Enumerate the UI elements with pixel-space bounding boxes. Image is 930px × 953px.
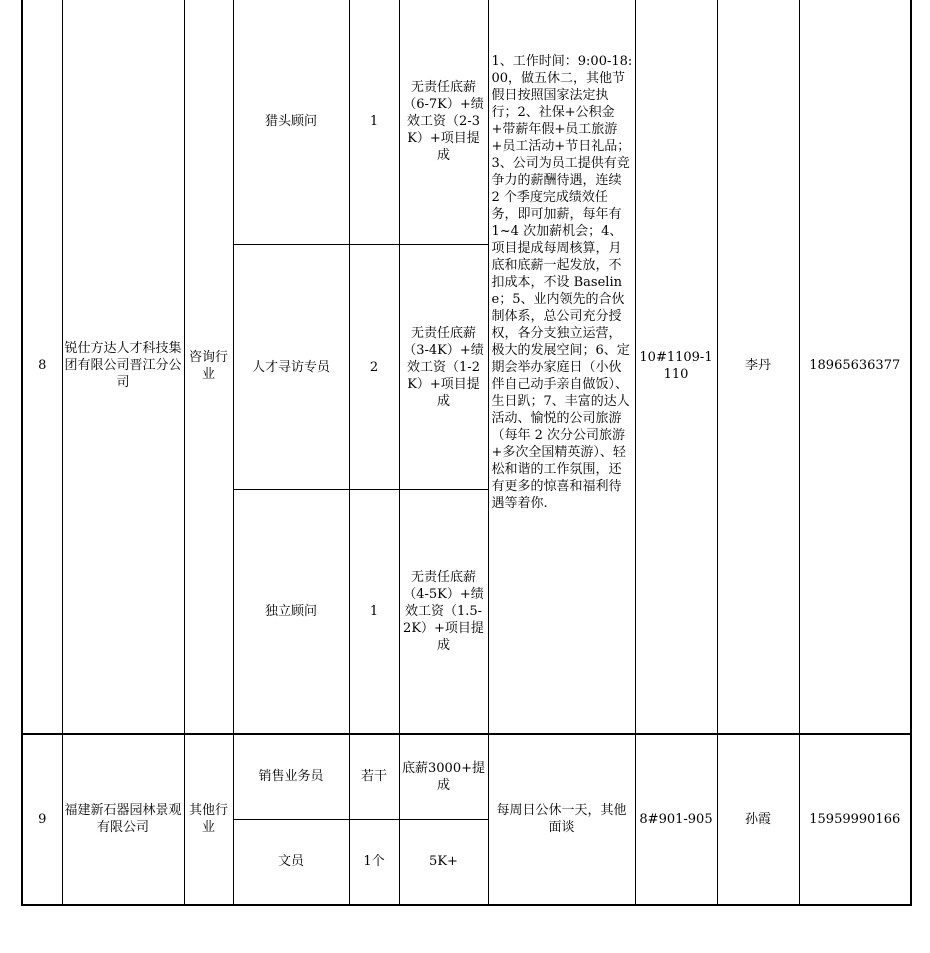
company-benefits: 每周日公休一天，其他面谈	[488, 734, 635, 905]
industry: 咨询行业	[184, 0, 233, 734]
row-number: 8	[22, 0, 62, 734]
position-title: 销售业务员	[233, 734, 349, 820]
position-title: 人才寻访专员	[233, 245, 349, 490]
position-count: 1个	[349, 820, 399, 905]
row-number: 9	[22, 734, 62, 905]
position-title: 独立顾问	[233, 490, 349, 734]
contact-phone: 18965636377	[799, 0, 911, 734]
position-count: 2	[349, 245, 399, 490]
position-salary: 无责任底薪（4-5K）+绩效工资（1.5-2K）+项目提成	[399, 490, 488, 734]
company-name: 锐仕方达人才科技集团有限公司晋江分公司	[62, 0, 184, 734]
industry: 其他行业	[184, 734, 233, 905]
position-salary: 底薪3000+提成	[399, 734, 488, 820]
position-title: 猎头顾问	[233, 0, 349, 245]
company-name: 福建新石器园林景观有限公司	[62, 734, 184, 905]
table-row	[22, 0, 911, 245]
job-listing-table	[21, 0, 912, 906]
booth-number: 8#901-905	[635, 734, 717, 905]
position-salary: 无责任底薪（6-7K）+绩效工资（2-3K）+项目提成	[399, 0, 488, 245]
position-count: 1	[349, 0, 399, 245]
position-count: 1	[349, 490, 399, 734]
position-salary: 无责任底薪（3-4K）+绩效工资（1-2K）+项目提成	[399, 245, 488, 490]
position-title: 文员	[233, 820, 349, 905]
company-benefits: 1、工作时间：9:00-18:00，做五休二，其他节假日按照国家法定执行；2、社保+公积金+带薪年假+员工旅游+员工活动+节日礼品；3、公司为员工提供有竞争力的薪酬待遇，连续 2 个季度完成绩效任务，即可加薪，每年有 1~4 次加薪机会；4、项目提成每周核算，月底和底薪一起发放，不扣成本，不设 Baseline；5、业内领先的合伙制体系，总公司充分授权，各分支独立运营，极大的发展空间；6、定期会举办家庭日（小伙伴自己动手亲自做饭）、生日趴；7、丰富的达人活动、愉悦的公司旅游（每年 2 次分公司旅游+多次全国精英游）、轻松和谐的工作氛围，还有更多的惊喜和福利待遇等着你.	[488, 0, 635, 734]
booth-number: 10#1109-1110	[635, 0, 717, 734]
position-count: 若干	[349, 734, 399, 820]
position-salary: 5K+	[399, 820, 488, 905]
contact-person: 李丹	[717, 0, 799, 734]
contact-person: 孙霞	[717, 734, 799, 905]
table-row	[22, 734, 911, 820]
contact-phone: 15959990166	[799, 734, 911, 905]
